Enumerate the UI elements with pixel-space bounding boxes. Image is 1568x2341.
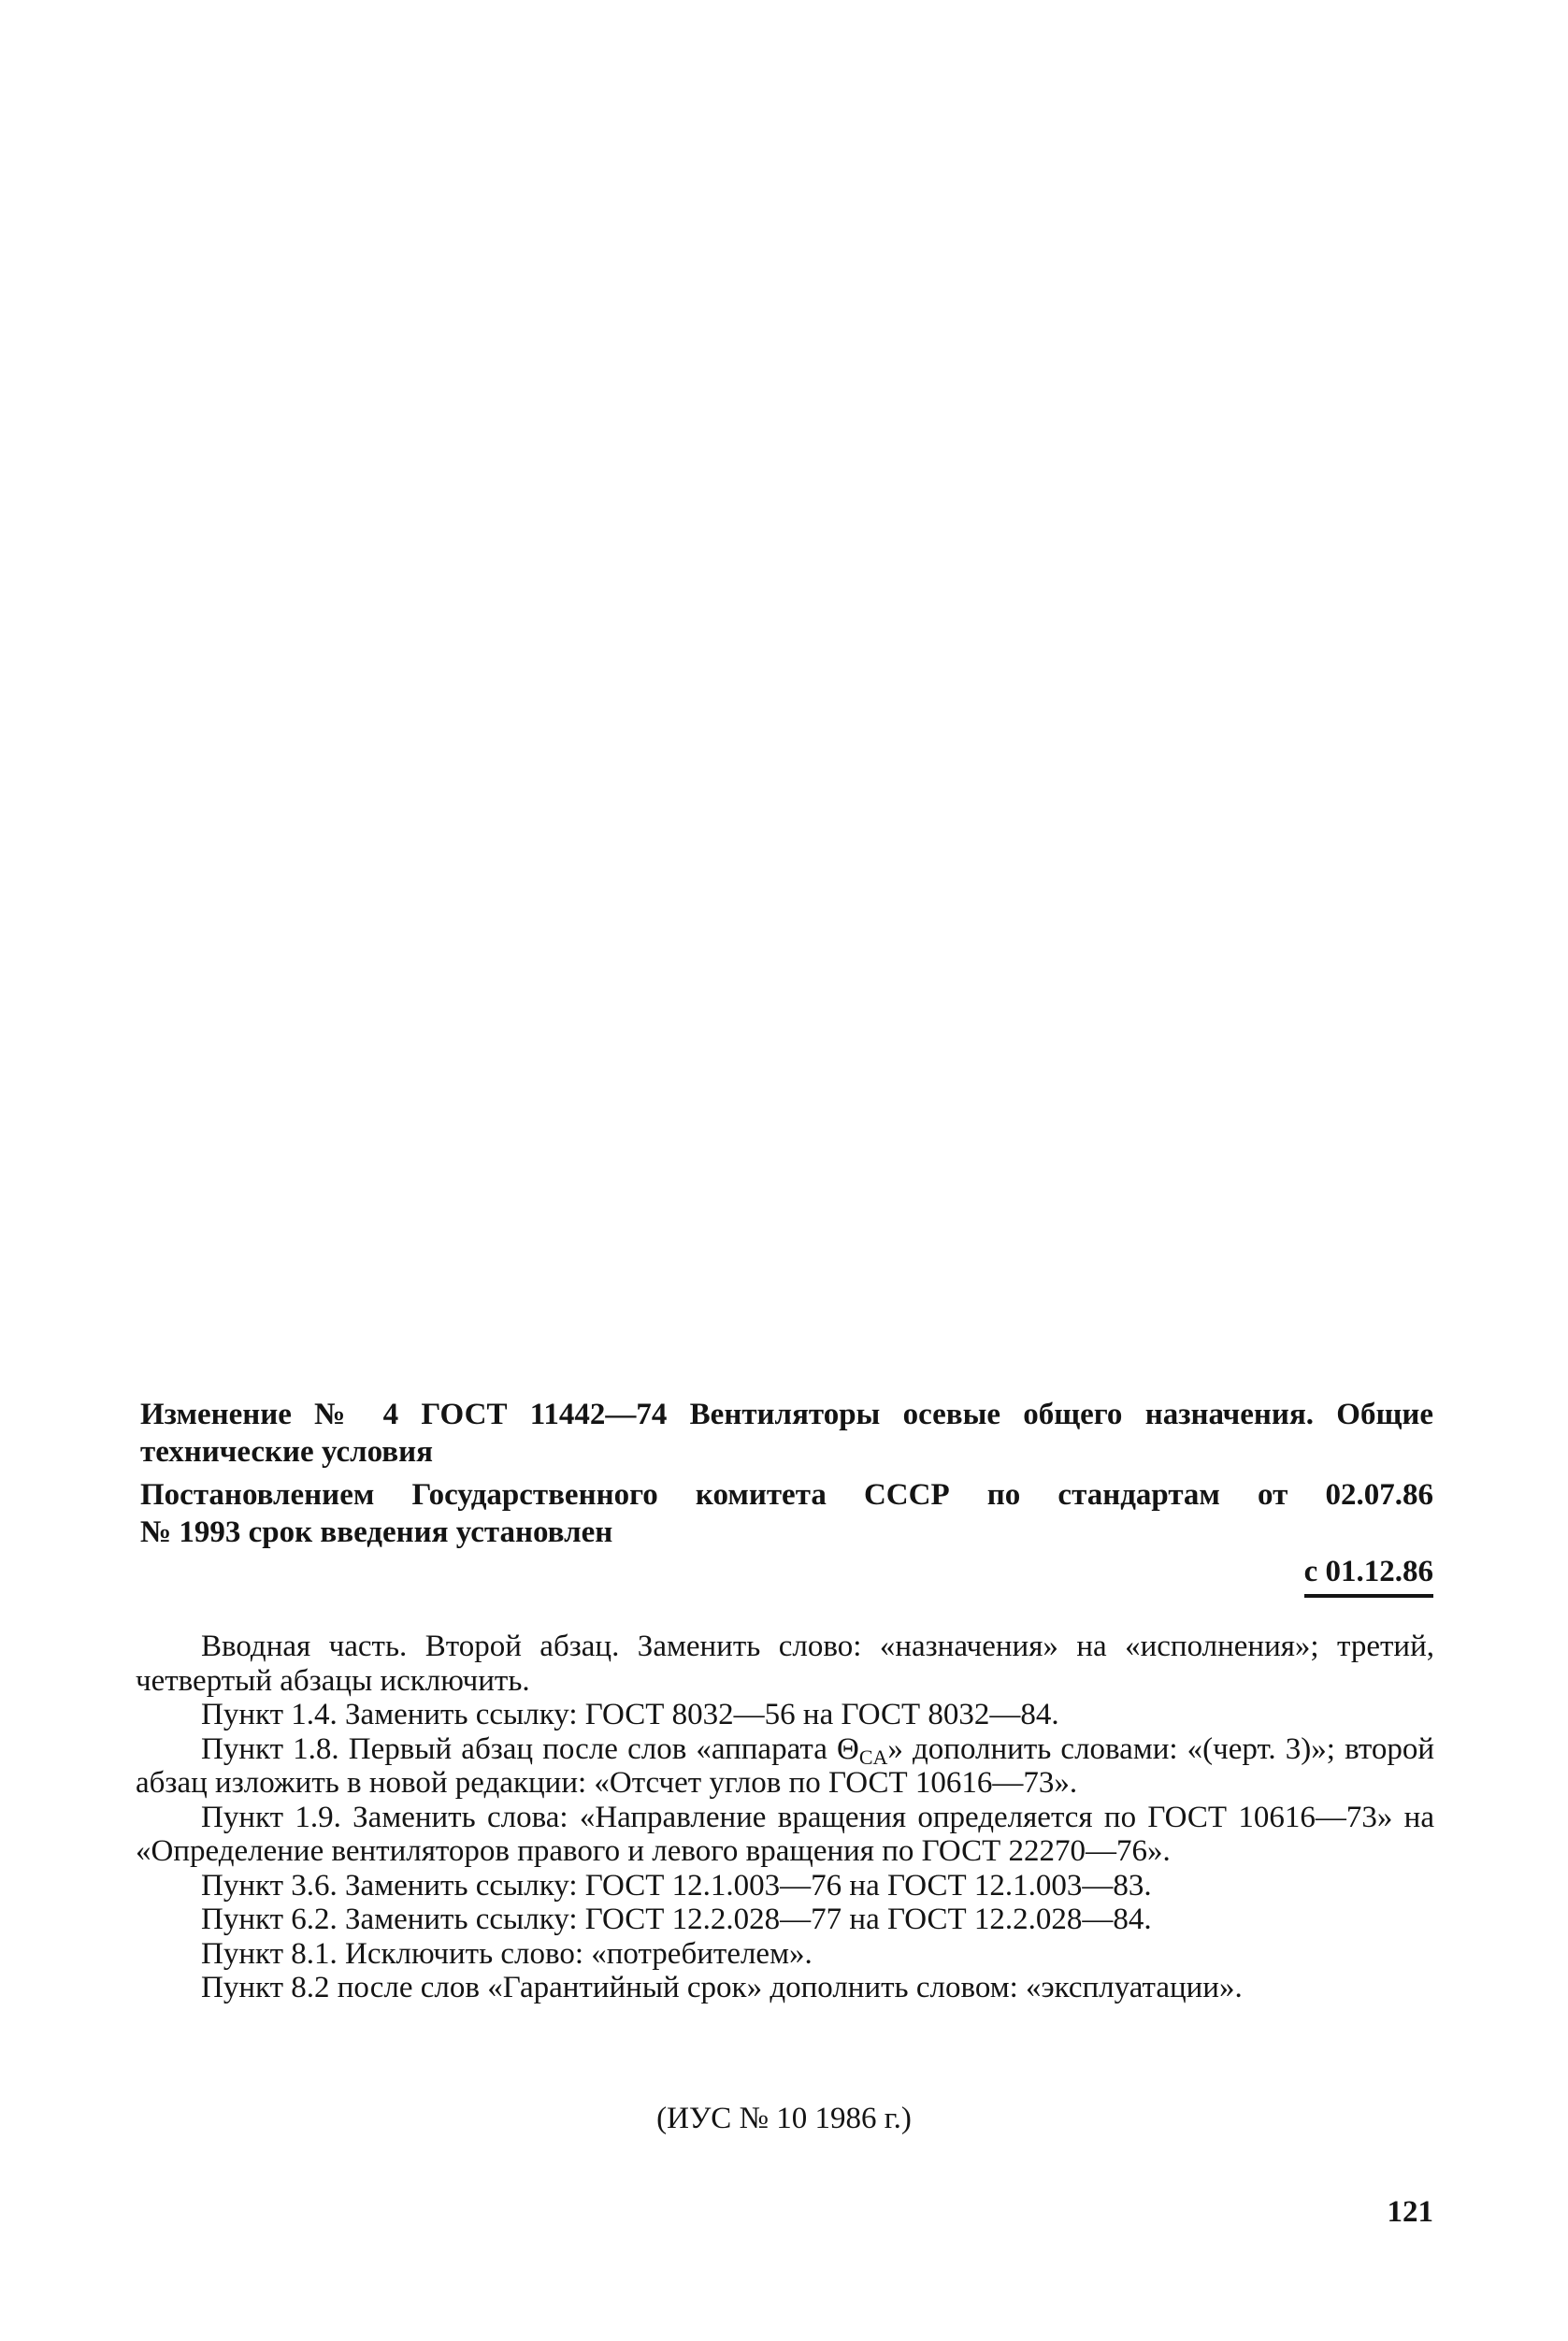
decree-line-2: № 1993 срок введения установлен	[140, 1515, 613, 1549]
effective-date: с 01.12.86	[1304, 1553, 1433, 1598]
paragraph-item-8-2: Пункт 8.2 после слов «Гарантийный срок» дополнить словом: «эксплуатации».	[201, 1971, 1243, 2004]
decree-line-1: Постановлением Государственного комитета СССР по стандартам от 02.07.86	[140, 1478, 1433, 1512]
paragraph-item-1-4: Пункт 1.4. Заменить ссылку: ГОСТ 8032—56 на ГОСТ 8032—84.	[201, 1698, 1059, 1731]
source-reference: (ИУС № 10 1986 г.)	[656, 2102, 912, 2135]
paragraph-item-3-6: Пункт 3.6. Заменить ссылку: ГОСТ 12.1.003—76 на ГОСТ 12.1.003—83.	[201, 1868, 1152, 1903]
theta-symbol: Θ	[836, 1731, 859, 1766]
paragraph-item-1-9: Пункт 1.9. Заменить слова: «Направление вращения определяется по ГОСТ 10616—73» на «Определение вентиляторов правого и левого вращения по ГОСТ 22270—76».	[136, 1800, 1434, 1868]
paragraph-item-1-8-start: Пункт 1.8. Первый абзац после слов «аппарата	[201, 1731, 837, 1766]
amendment-body	[136, 1630, 1434, 2005]
paragraph-item-1-8-rest: » дополнить словами: «(черт. 3)»; второй абзац изложить в новой редакции: «Отсчет углов по ГОСТ 10616—73».	[136, 1731, 1434, 1800]
amendment-title-line-2: технические условия	[140, 1435, 433, 1469]
paragraph-item-6-2: Пункт 6.2. Заменить ссылку: ГОСТ 12.2.028—77 на ГОСТ 12.2.028—84.	[201, 1903, 1152, 1936]
paragraph-item-1-8	[136, 1732, 1434, 1801]
decree-statement	[140, 1476, 1433, 1551]
amendment-title-line-1: Изменение № 4 ГОСТ 11442—74 Вентиляторы осевые общего назначения. Общие	[140, 1398, 1433, 1431]
page-number: 121	[1387, 2195, 1433, 2229]
paragraph-item-8-1: Пункт 8.1. Исключить слово: «потребителем».	[201, 1936, 813, 1971]
amendment-title	[140, 1396, 1433, 1471]
paragraph-intro: Вводная часть. Второй абзац. Заменить слово: «назначения» на «исполнения»; третий, четвертый абзацы исключить.	[136, 1630, 1434, 1698]
theta-subscript: CA	[858, 1745, 888, 1769]
